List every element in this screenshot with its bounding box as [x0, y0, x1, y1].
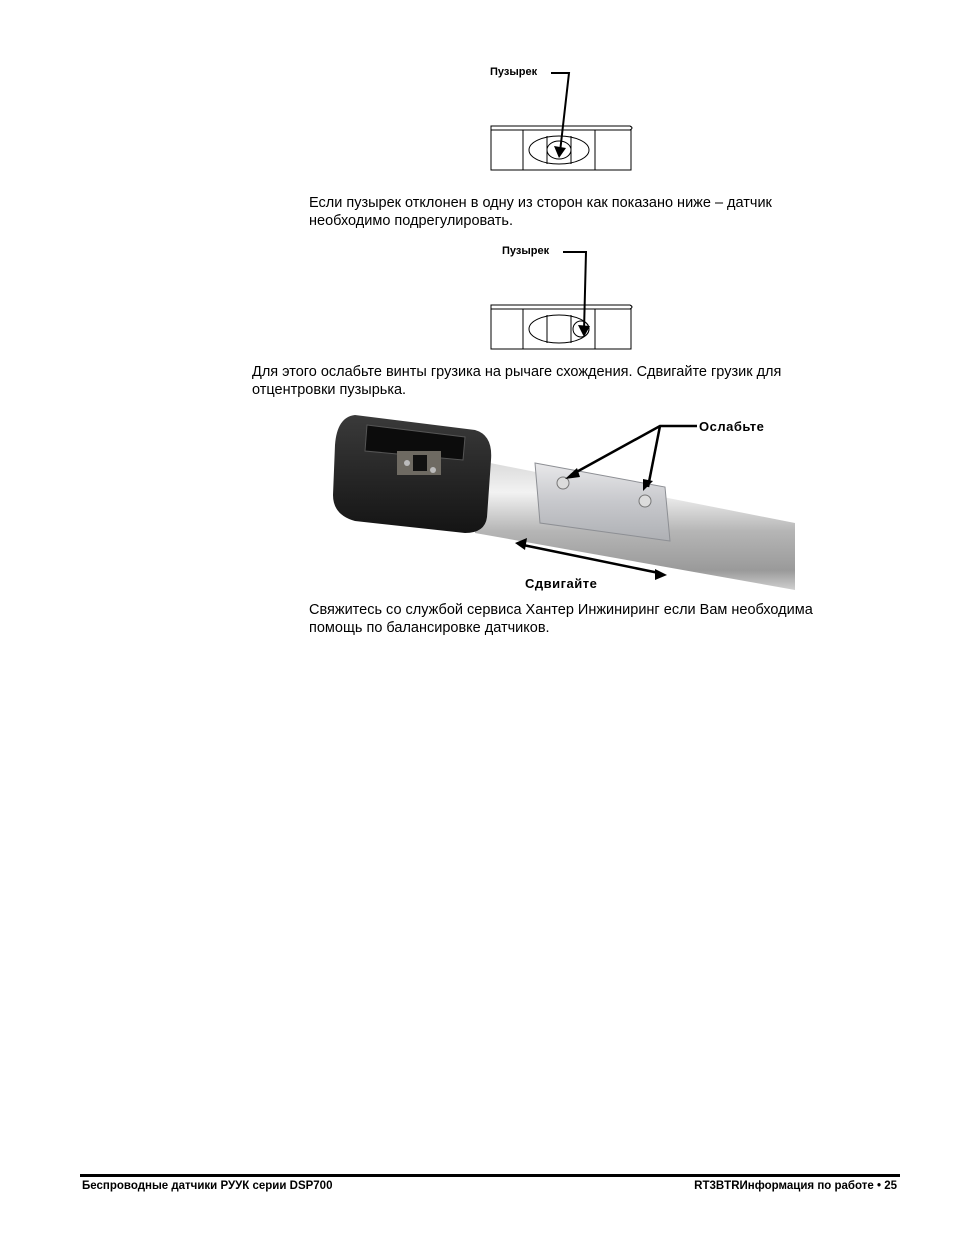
- bubble-label-offset: Пузырек: [502, 245, 550, 257]
- bubble-level-centered-diagram: [485, 66, 635, 176]
- slide-label: Сдвигайте: [525, 576, 598, 591]
- paragraph-line: необходимо подрегулировать.: [309, 213, 514, 229]
- paragraph-line: Для этого ослабьте винты грузика на рычаге схождения. Сдвигайте грузик для: [252, 364, 782, 380]
- footer-rule: [80, 1174, 900, 1177]
- loosen-label: Ослабьте: [699, 419, 765, 434]
- bubble-label-centered: Пузырек: [490, 66, 538, 78]
- paragraph-loosen-screws: [252, 363, 781, 399]
- paragraph-contact-service: [309, 601, 813, 637]
- paragraph-line: Свяжитесь со службой сервиса Хантер Инжиниринг если Вам необходима: [309, 602, 813, 618]
- paragraph-line: помощь по балансировке датчиков.: [309, 620, 550, 636]
- paragraph-line: Если пузырек отклонен в одну из сторон как показано ниже – датчик: [309, 195, 772, 211]
- paragraph-bubble-offset: [309, 194, 772, 230]
- footer-section-page: RT3BTRИнформация по работе • 25: [694, 1180, 897, 1192]
- footer-document-title: Беспроводные датчики РУУК серии DSP700: [82, 1180, 333, 1192]
- paragraph-line: отцентровки пузырька.: [252, 382, 407, 398]
- bubble-level-offset-diagram: [485, 245, 635, 355]
